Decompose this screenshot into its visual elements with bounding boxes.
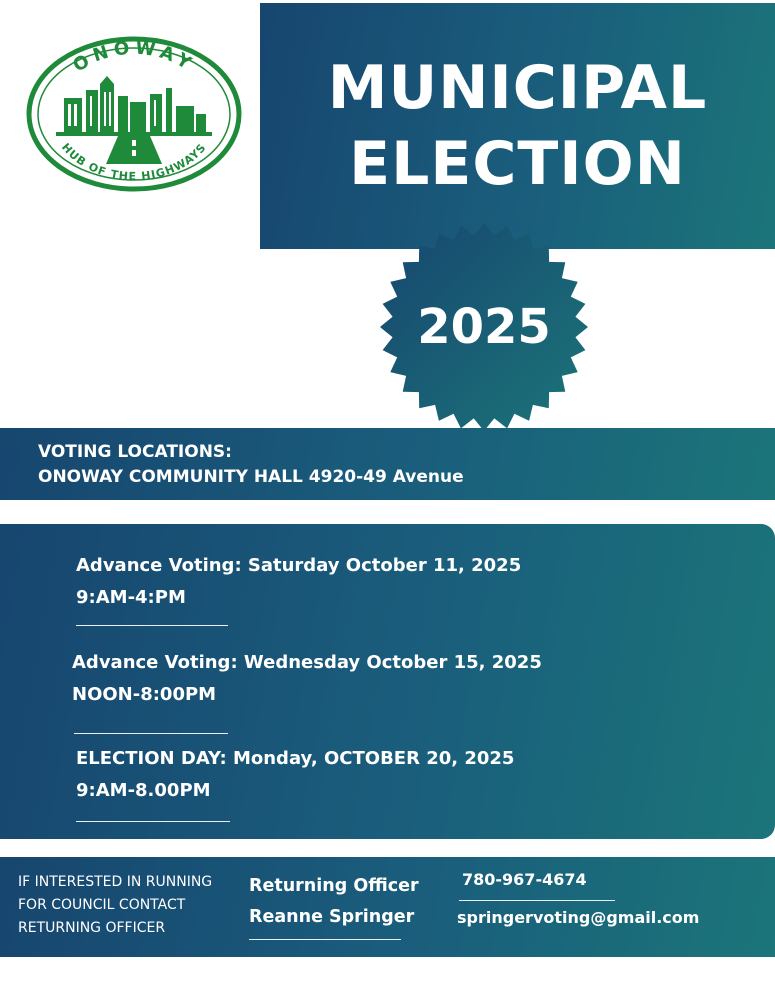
divider bbox=[249, 939, 401, 940]
email-link[interactable]: springervoting@gmail.com bbox=[457, 908, 700, 927]
returning-officer bbox=[249, 871, 419, 933]
divider bbox=[76, 821, 230, 822]
year-seal bbox=[378, 222, 590, 432]
title-banner bbox=[260, 3, 775, 249]
schedule-time: 9:AM-4:PM bbox=[76, 587, 186, 608]
divider bbox=[76, 625, 228, 626]
locations-heading: VOTING LOCATIONS: bbox=[38, 442, 232, 462]
election-year: 2025 bbox=[417, 299, 551, 355]
schedule-item bbox=[72, 647, 542, 711]
schedule-time: NOON-8:00PM bbox=[72, 684, 217, 705]
schedule-time: 9:AM-8.00PM bbox=[76, 780, 211, 801]
divider bbox=[74, 733, 228, 734]
schedule-date: ELECTION DAY: Monday, OCTOBER 20, 2025 bbox=[76, 748, 515, 769]
note-line: IF INTERESTED IN RUNNING bbox=[18, 874, 213, 890]
voting-locations-band bbox=[0, 428, 775, 500]
council-contact-note bbox=[18, 871, 238, 940]
contact-footer bbox=[0, 857, 775, 957]
onoway-logo bbox=[26, 36, 242, 192]
schedule-date: Advance Voting: Wednesday October 15, 2025 bbox=[72, 652, 542, 673]
logo-bottom-text: HUB OF THE HIGHWAYS bbox=[58, 140, 209, 184]
officer-name: Reanne Springer bbox=[249, 907, 415, 927]
logo-top-text: ONOWAY bbox=[69, 37, 199, 77]
schedule-item bbox=[76, 550, 521, 614]
note-line: RETURNING OFFICER bbox=[18, 920, 166, 936]
schedule-item bbox=[76, 743, 514, 807]
note-line: FOR COUNCIL CONTACT bbox=[18, 897, 186, 913]
divider bbox=[459, 900, 615, 901]
officer-title: Returning Officer bbox=[249, 876, 419, 896]
title-line-2: ELECTION bbox=[349, 129, 686, 199]
locations-place: ONOWAY COMMUNITY HALL 4920-49 Avenue bbox=[38, 467, 464, 487]
schedule-date: Advance Voting: Saturday October 11, 2025 bbox=[76, 555, 522, 576]
voting-schedule-panel bbox=[0, 524, 775, 839]
phone-number[interactable]: 780-967-4674 bbox=[462, 870, 587, 889]
title-line-1: MUNICIPAL bbox=[327, 53, 708, 123]
